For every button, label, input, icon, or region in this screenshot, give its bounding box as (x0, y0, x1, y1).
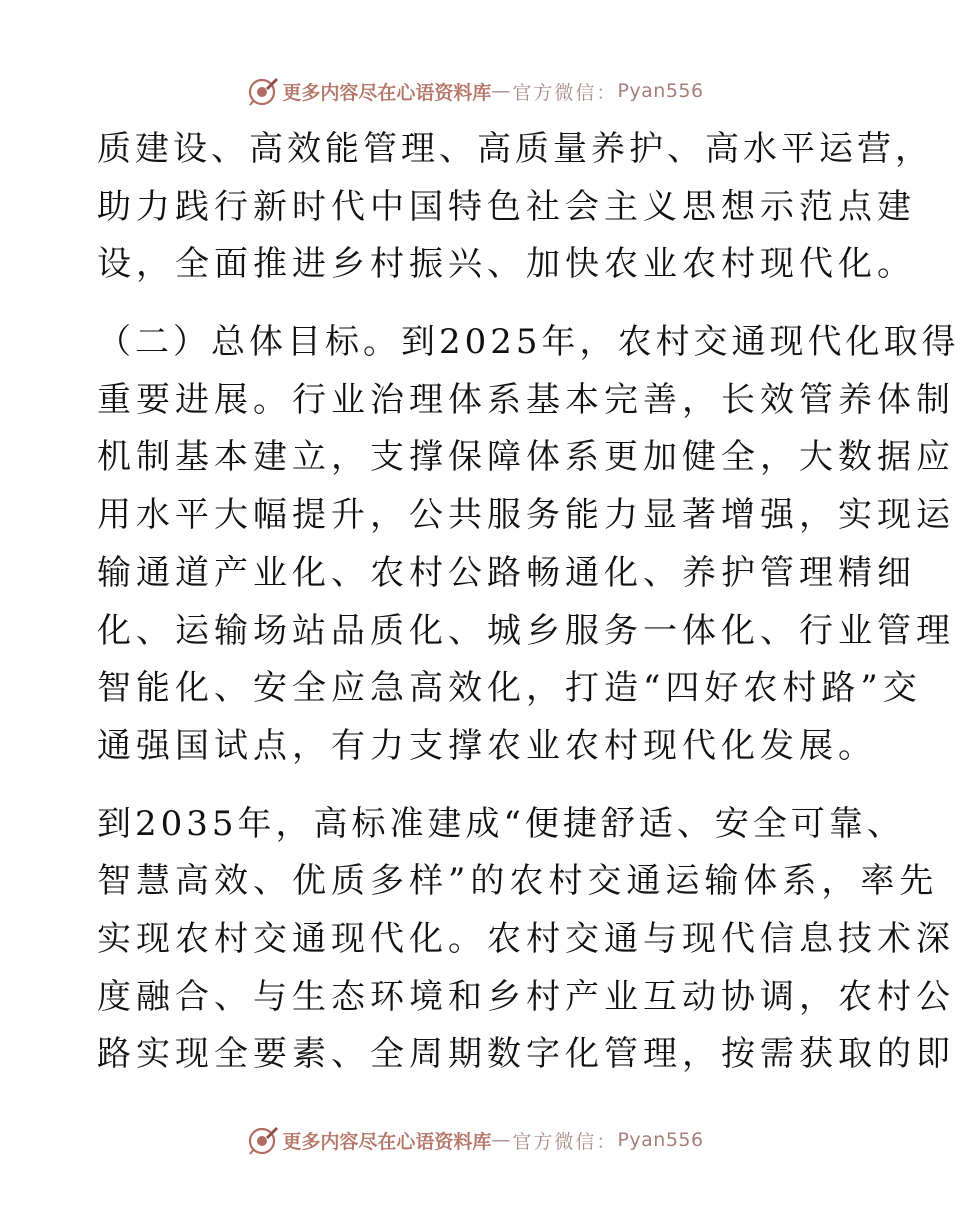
text-line: 重要进展。行业治理体系基本完善，长效管养体制 (97, 379, 955, 420)
text-line: （二）总体目标。到2025年，农村交通现代化取得 (97, 322, 960, 363)
watermark-sub-text: 官方微信： (512, 1130, 618, 1153)
watermark-main-text: 更多内容尽在心语资料库 (282, 1130, 492, 1153)
document-body (97, 121, 960, 1084)
text-line: 输通道产业化、农村公路畅通化、养护管理精细 (97, 552, 916, 593)
footer-watermark (0, 1120, 950, 1160)
pen-logo-icon (246, 74, 280, 108)
watermark-wechat-id: Pyan556 (617, 1129, 704, 1151)
watermark-main-text: 更多内容尽在心语资料库 (282, 81, 492, 104)
paragraph (97, 121, 933, 294)
text-line: 智慧高效、优质多样”的农村交通运输体系，率先 (97, 861, 939, 902)
text-line: 智能化、安全应急高效化，打造“四好农村路”交 (97, 668, 922, 709)
text-line: 到2035年，高标准建成“便捷舒适、安全可靠、 (97, 803, 905, 844)
text-line: 通强国试点，有力支撑农业农村现代化发展。 (97, 725, 877, 766)
watermark-dash: — (491, 1129, 513, 1151)
watermark-sub-text: 官方微信： (512, 81, 618, 104)
header-watermark (0, 71, 950, 111)
paragraph (97, 314, 960, 776)
watermark-dash: — (491, 80, 513, 102)
text-line: 路实现全要素、全周期数字化管理，按需获取的即 (97, 1034, 955, 1075)
paragraph (97, 796, 955, 1084)
text-line: 机制基本建立，支撑保障体系更加健全，大数据应 (97, 437, 955, 478)
text-line: 质建设、高效能管理、高质量养护、高水平运营， (97, 129, 933, 169)
text-line: 用水平大幅提升，公共服务能力显著增强，实现运 (97, 495, 955, 536)
watermark-wechat-id: Pyan556 (617, 80, 704, 102)
text-line: 化、运输场站品质化、城乡服务一体化、行业管理 (97, 610, 955, 651)
text-line: 实现农村交通现代化。农村交通与现代信息技术深 (97, 918, 955, 959)
text-line: 度融合、与生态环境和乡村产业互动协调，农村公 (97, 976, 955, 1017)
text-line: 设，全面推进乡村振兴、加快农业农村现代化。 (97, 244, 916, 285)
text-line: 助力践行新时代中国特色社会主义思想示范点建 (97, 186, 916, 227)
pen-logo-icon (246, 1123, 280, 1157)
